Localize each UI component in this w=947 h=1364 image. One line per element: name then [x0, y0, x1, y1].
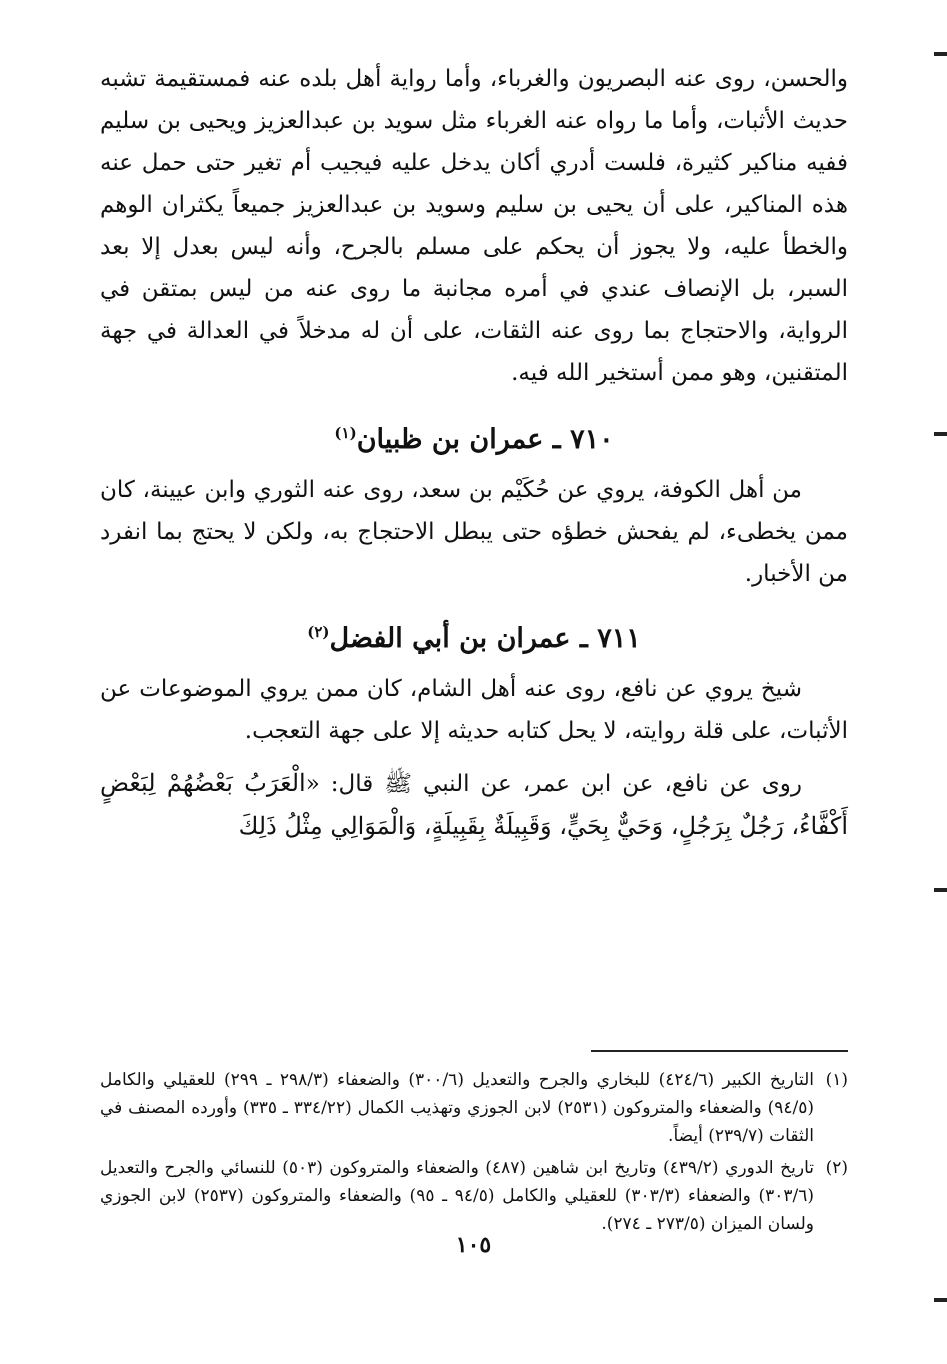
hadith-quote: الْعَرَبُ بَعْضُهُمْ لِبَعْضٍ أَكْفَّاءُ، رَجُلٌ بِرَجُلٍ، وَحَيٌّ بِحَيٍّ، وَقَبِيلَةٌ بِقَبِيلَةٍ، وَالْمَوَالِي مِثْلُ ذَلِكَ: [100, 769, 848, 840]
footnote-ref-1: (١): [334, 424, 357, 442]
footnote-text: تاريخ الدوري (٤٣٩/٢) وتاريخ ابن شاهين (٤٨٧) والضعفاء والمتروكون (٥٠٣) للنسائي والجرح والتعديل (٣٠٣/٦) والضعفاء (٣٠٣/٣) للعقيلي والكامل (٩٤/٥ ـ ٩٥) والضعفاء والمتروكون (٢٥٣٧) لابن الجوزي ولسان الميزان (٢٧٣/٥ ـ ٢٧٤).: [100, 1158, 814, 1234]
footnote-number: (٢): [825, 1158, 848, 1178]
hadith-paragraph: [100, 762, 848, 848]
entry-710-title: ٧١٠ ـ عمران بن ظبيان: [356, 424, 614, 455]
entry-710-heading: [100, 408, 848, 465]
entry-709-continuation: والحسن، روى عنه البصريون والغرباء، وأما رواية أهل بلده عنه فمستقيمة تشبه حديث الأثبات، وأما ما رواه عنه الغرباء مثل سويد بن عبدالعزيز ويحيى بن سليم ففيه مناكير كثيرة، فلست أدري أكان يدخل عليه فيجيب أم تغير حتى حمل عنه هذه المناكير، على أن يحيى بن سليم وسويد بن عبدالعزيز جميعاً يكثران الوهم والخطأ عليه، ولا يجوز أن يحكم على مسلم بالجرح، وأنه ليس بعدل إلا بعد السبر، بل الإنصاف عندي في أمره مجانبة ما روى عنه من ليس بمتقن في الرواية، والاحتجاج بما روى عنه الثقات، على أن له مدخلاً في العدالة في جهة المتقنين، وهو ممن أستخير الله فيه.: [100, 66, 848, 386]
footnote-separator: [591, 1050, 848, 1052]
edge-mark: [934, 888, 947, 892]
footnote-1: [100, 1066, 848, 1150]
footnote-2: [100, 1154, 848, 1238]
page-number: ١٠٥: [455, 1232, 492, 1258]
page-body: [100, 58, 848, 1234]
entry-711-text: شيخ يروي عن نافع، روى عنه أهل الشام، كان ممن يروي الموضوعات عن الأثبات، على قلة روايته، لا يحل كتابه حديثه إلا على جهة التعجب.: [100, 676, 848, 744]
footnote-number: (١): [825, 1070, 848, 1090]
edge-mark: [934, 52, 947, 56]
entry-710-text: من أهل الكوفة، يروي عن حُكَيْم بن سعد، روى عنه الثوري وابن عيينة، كان ممن يخطىء، لم يفحش خطؤه حتى يبطل الاحتجاج به، ولكن لا يحتج بما انفرد من الأخبار.: [100, 477, 848, 587]
entry-711-heading: [100, 607, 848, 664]
edge-mark: [934, 1298, 947, 1302]
edge-mark: [934, 432, 947, 436]
footnote-text: التاريخ الكبير (٤٢٤/٦) للبخاري والجرح والتعديل (٣٠٠/٦) والضعفاء (٢٩٨/٣ ـ ٢٩٩) للعقيلي والكامل (٩٤/٥) والضعفاء والمتروكون (٢٥٣١) لابن الجوزي وتهذيب الكمال (٣٣٤/٢٢ ـ ٣٣٥) وأورده المصنف في الثقات (٢٣٩/٧) أيضاً.: [100, 1070, 815, 1146]
entry-711-title: ٧١١ ـ عمران بن أبي الفضل: [329, 623, 641, 654]
hadith-intro: روى عن نافع، عن ابن عمر، عن النبي ﷺ قال: «: [305, 771, 803, 797]
footnotes: [100, 1066, 848, 1242]
footnote-ref-2: (٢): [307, 623, 330, 641]
